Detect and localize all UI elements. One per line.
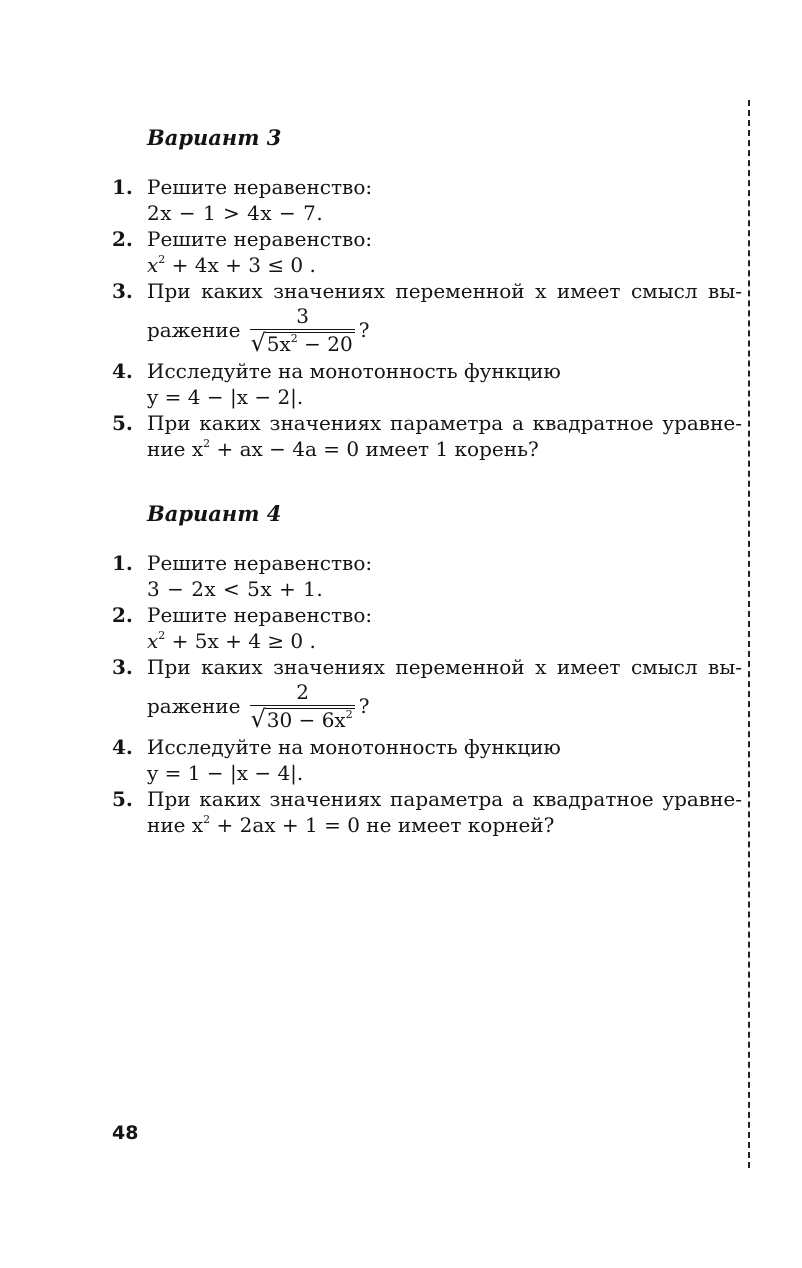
task-number: 5. <box>112 411 133 435</box>
text-part: ние x <box>147 813 204 837</box>
fraction-numerator: 2 <box>296 680 309 704</box>
task-2 <box>112 602 742 654</box>
task-expression: 2x − 1 > 4x − 7. <box>147 201 324 225</box>
task-text: При каких значениях переменной x имеет смысл вы- <box>147 279 742 303</box>
variant-title: Вариант 3 <box>147 125 282 150</box>
fraction-numerator: 3 <box>296 304 309 328</box>
task-text: При каких значениях параметра a квадратное уравне- <box>147 787 742 811</box>
task-expression: 3 − 2x < 5x + 1. <box>147 577 324 601</box>
expression-suffix: ? <box>358 694 370 718</box>
exponent: 2 <box>290 332 298 345</box>
fraction-expression <box>147 302 742 358</box>
task-5 <box>112 410 742 462</box>
task-text-continued <box>147 812 742 838</box>
expr-part: + 4x + 3 ≤ 0 . <box>165 253 316 277</box>
dashed-cut-line <box>748 100 750 1168</box>
task-1 <box>112 174 742 226</box>
task-number: 4. <box>112 735 133 759</box>
task-number: 4. <box>112 359 133 383</box>
variant-4 <box>112 500 742 838</box>
task-text: Решите неравенство: <box>147 603 373 627</box>
exponent: 2 <box>203 813 211 826</box>
task-number: 1. <box>112 551 133 575</box>
task-expression <box>147 252 742 278</box>
task-expression: y = 4 − |x − 2|. <box>147 385 304 409</box>
text-part: + ax − 4a = 0 имеет 1 корень? <box>210 437 539 461</box>
variant-3 <box>112 124 742 462</box>
task-text: При каких значениях переменной x имеет смысл вы- <box>147 655 742 679</box>
task-3 <box>112 654 742 734</box>
expression-prefix: ражение <box>147 694 241 718</box>
task-number: 3. <box>112 655 133 679</box>
task-text: При каких значениях параметра a квадратное уравне- <box>147 411 742 435</box>
fraction <box>250 681 354 731</box>
exponent: 2 <box>158 253 166 266</box>
exponent: 2 <box>158 629 166 642</box>
task-4 <box>112 358 742 410</box>
fraction-denominator <box>250 706 354 731</box>
task-text: Решите неравенство: <box>147 175 373 199</box>
task-number: 2. <box>112 603 133 627</box>
task-2 <box>112 226 742 278</box>
fraction-expression <box>147 678 742 734</box>
expr-part: x <box>147 629 159 653</box>
task-1 <box>112 550 742 602</box>
task-number: 1. <box>112 175 133 199</box>
square-root-icon: √ <box>250 329 266 357</box>
radicand <box>265 708 355 731</box>
task-text: Решите неравенство: <box>147 551 373 575</box>
task-text-continued <box>147 436 742 462</box>
expression-prefix: ражение <box>147 318 241 342</box>
fraction <box>250 305 354 355</box>
task-3 <box>112 278 742 358</box>
task-text: Решите неравенство: <box>147 227 373 251</box>
text-part: + 2ax + 1 = 0 не имеет корней? <box>210 813 555 837</box>
exponent: 2 <box>345 708 353 721</box>
task-text: Исследуйте на монотонность функцию <box>147 359 561 383</box>
task-expression: y = 1 − |x − 4|. <box>147 761 304 785</box>
expr-part: x <box>147 253 159 277</box>
task-4 <box>112 734 742 786</box>
radicand-part: 5x <box>266 332 291 356</box>
square-root-icon: √ <box>250 705 266 733</box>
exponent: 2 <box>203 437 211 450</box>
task-number: 5. <box>112 787 133 811</box>
task-5 <box>112 786 742 838</box>
expression-suffix: ? <box>358 318 370 342</box>
fraction-denominator <box>250 330 354 355</box>
task-expression <box>147 628 742 654</box>
radicand <box>265 332 355 355</box>
variant-title: Вариант 4 <box>147 501 282 526</box>
task-text: Исследуйте на монотонность функцию <box>147 735 561 759</box>
task-number: 2. <box>112 227 133 251</box>
expr-part: + 5x + 4 ≥ 0 . <box>165 629 316 653</box>
task-number: 3. <box>112 279 133 303</box>
radicand-part: − 20 <box>297 332 353 356</box>
text-part: ние x <box>147 437 204 461</box>
page-number: 48 <box>112 1122 139 1144</box>
radicand-part: 30 − 6x <box>266 708 346 732</box>
